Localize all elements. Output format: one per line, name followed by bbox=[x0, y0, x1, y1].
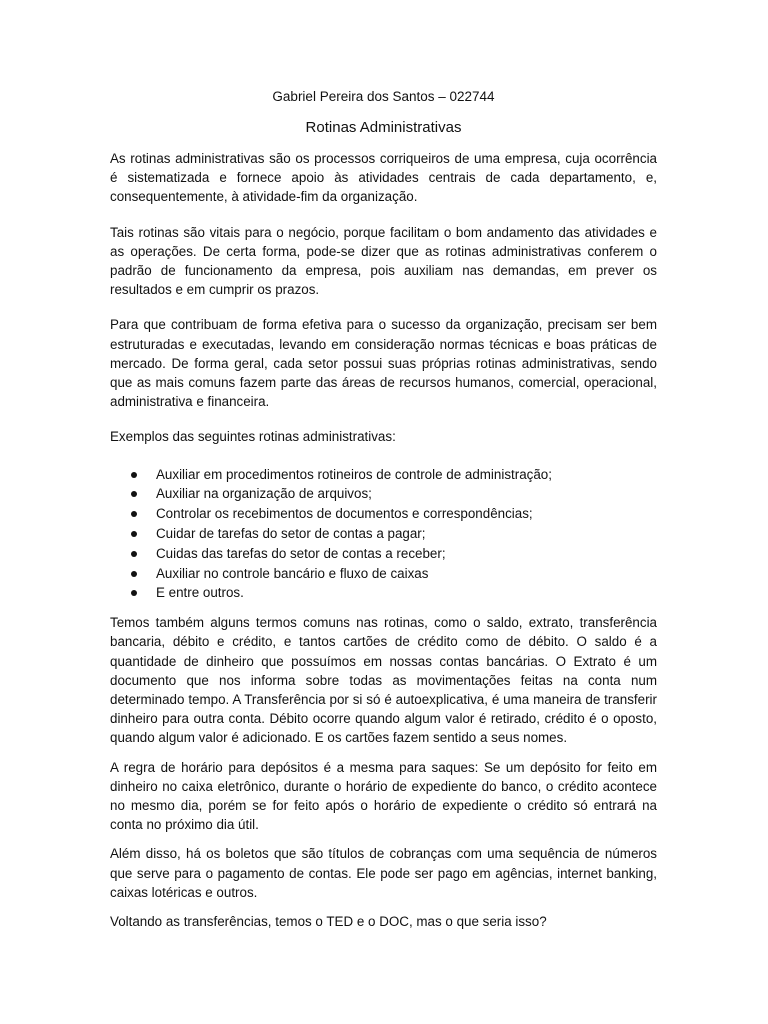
paragraph-transfers: Voltando as transferências, temos o TED e o DOC, mas o que seria isso? bbox=[110, 914, 547, 930]
list-item-text: Cuidas das tarefas do setor de contas a receber; bbox=[156, 545, 446, 561]
list-item-text: Controlar os recebimentos de documentos e correspondências; bbox=[156, 506, 533, 522]
document-title: Rotinas Administrativas bbox=[305, 119, 462, 136]
bullet-icon bbox=[131, 472, 137, 478]
list-item bbox=[110, 564, 657, 584]
list-item-text: Auxiliar no controle bancário e fluxo de caixas bbox=[156, 565, 429, 581]
examples-list bbox=[110, 465, 657, 604]
list-item-text: Auxiliar na organização de arquivos; bbox=[156, 486, 372, 502]
paragraph-boletos: Além disso, há os boletos que são títulos de cobranças com uma sequência de números que serve para o pagamento de contas. Ele pode ser pago em agências, internet banking, caixas lotéricas e outros. bbox=[110, 846, 657, 900]
bullet-icon bbox=[131, 590, 137, 596]
paragraph-deposit-rule: A regra de horário para depósitos é a mesma para saques: Se um depósito for feito em dinheiro no caixa eletrônico, durante o horário de expediente do banco, o crédito acontece no mesmo dia, porém se for feito após o horário de expediente o crédito só entrará na conta no próximo dia útil. bbox=[110, 759, 657, 833]
list-item bbox=[110, 504, 657, 524]
list-item-text: Auxiliar em procedimentos rotineiros de controle de administração; bbox=[156, 466, 552, 482]
paragraph-contribute: Para que contribuam de forma efetiva para o sucesso da organização, precisam ser bem estruturadas e executadas, levando em consideração normas técnicas e boas práticas de mercado. De forma geral, cada setor possui suas próprias rotinas administrativas, sendo que as mais comuns fazem parte das áreas de recursos humanos, comercial, operacional, administrativa e financeira. bbox=[110, 317, 657, 410]
paragraph-terms: Temos também alguns termos comuns nas rotinas, como o saldo, extrato, transferência bancaria, débito e crédito, e tantos cartões de crédito como de débito. O saldo é a quantidade de dinheiro que possuímos em nossas contas bancárias. O Extrato é um documento que nos informa sobre todas as movimentações feitas na conta num determinado tempo. A Transferência por si só é autoexplicativa, é uma maneira de transferir dinheiro para outra conta. Débito ocorre quando algum valor é retirado, crédito é o oposto, quando algum valor é adicionado. E os cartões fazem sentido a seus nomes. bbox=[110, 615, 657, 746]
bullet-icon bbox=[131, 491, 137, 497]
paragraph-intro: As rotinas administrativas são os processos corriqueiros de uma empresa, cuja ocorrência é sistematizada e fornece apoio às atividades centrais de cada departamento, e, consequentemente, à atividade-fim da organização. bbox=[110, 151, 657, 205]
bullet-icon bbox=[131, 511, 137, 517]
list-item bbox=[110, 544, 657, 564]
list-item bbox=[110, 583, 657, 603]
list-item bbox=[110, 524, 657, 544]
list-item-text: Cuidar de tarefas do setor de contas a pagar; bbox=[156, 526, 426, 542]
list-item-text: E entre outros. bbox=[156, 585, 244, 601]
paragraph-examples-heading: Exemplos das seguintes rotinas administrativas: bbox=[110, 429, 396, 445]
author-line: Gabriel Pereira dos Santos – 022744 bbox=[272, 89, 495, 104]
list-item bbox=[110, 465, 657, 485]
bullet-icon bbox=[131, 551, 137, 557]
bullet-icon bbox=[131, 571, 137, 577]
list-item bbox=[110, 484, 657, 504]
bullet-icon bbox=[131, 531, 137, 537]
paragraph-vital: Tais rotinas são vitais para o negócio, porque facilitam o bom andamento das atividades e as operações. De certa forma, pode-se dizer que as rotinas administrativas conferem o padrão de funcionamento da empresa, pois auxiliam nas demandas, em prever os resultados e em cumprir os prazos. bbox=[110, 224, 657, 298]
